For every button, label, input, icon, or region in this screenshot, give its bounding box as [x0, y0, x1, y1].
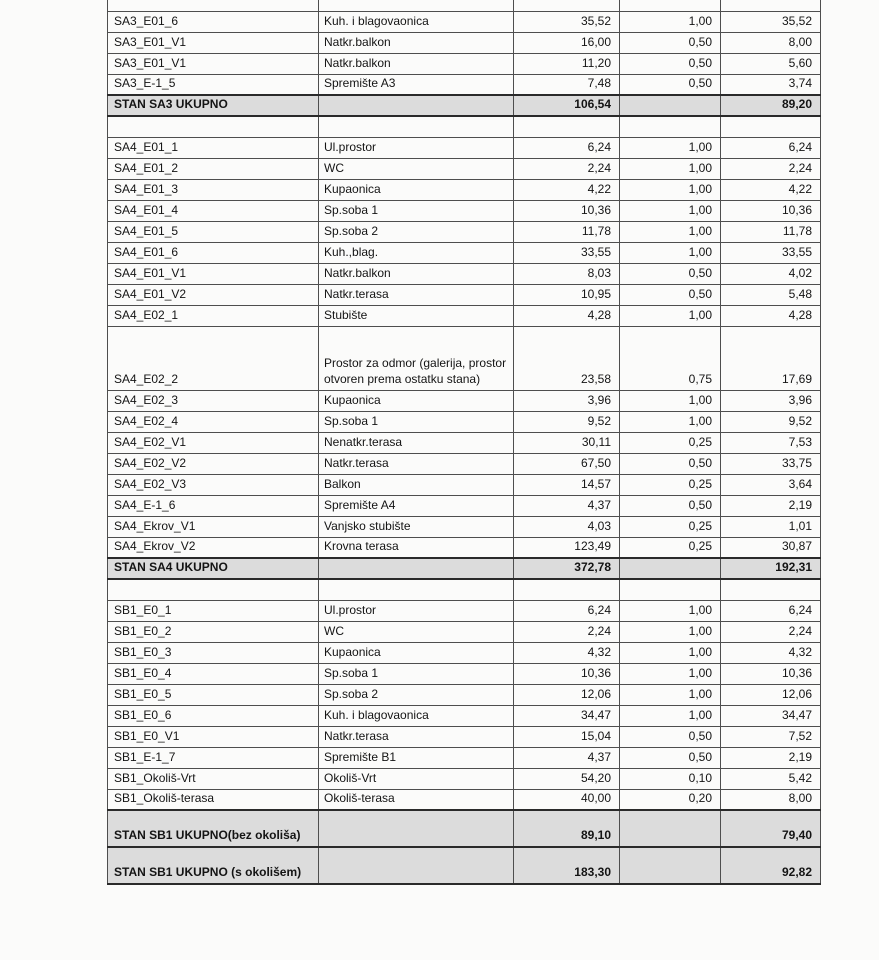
empty-cell — [721, 579, 821, 600]
partial-cutoff-row — [108, 0, 821, 11]
coefficient-cell: 1,00 — [620, 158, 721, 179]
area-cell: 35,52 — [514, 11, 620, 32]
code-cell: SA4_E02_4 — [108, 411, 319, 432]
reduced-area-cell: 5,42 — [721, 768, 821, 789]
total-label-cell: STAN SA3 UKUPNO — [108, 95, 319, 116]
table-row — [108, 390, 821, 411]
empty-cell — [514, 0, 620, 11]
description-cell: Spremište A3 — [319, 74, 514, 95]
total-row — [108, 810, 821, 847]
code-cell: SB1_E0_2 — [108, 621, 319, 642]
coefficient-cell: 0,25 — [620, 516, 721, 537]
reduced-area-cell: 3,96 — [721, 390, 821, 411]
description-cell: Natkr.balkon — [319, 32, 514, 53]
coefficient-cell: 0,50 — [620, 32, 721, 53]
description-cell: Natkr.balkon — [319, 53, 514, 74]
table-row — [108, 221, 821, 242]
description-cell: Kupaonica — [319, 179, 514, 200]
reduced-area-cell: 35,52 — [721, 11, 821, 32]
reduced-area-cell: 1,01 — [721, 516, 821, 537]
coefficient-cell — [620, 95, 721, 116]
total-row — [108, 95, 821, 116]
area-cell: 4,03 — [514, 516, 620, 537]
area-cell: 6,24 — [514, 137, 620, 158]
code-cell: SA4_E02_1 — [108, 305, 319, 326]
area-cell: 11,78 — [514, 221, 620, 242]
code-cell: SA4_E01_V2 — [108, 284, 319, 305]
description-cell: Balkon — [319, 474, 514, 495]
empty-cell — [620, 116, 721, 137]
table-row — [108, 179, 821, 200]
empty-cell — [514, 116, 620, 137]
empty-cell — [319, 116, 514, 137]
area-cell: 372,78 — [514, 558, 620, 579]
description-cell: Kuh. i blagovaonica — [319, 11, 514, 32]
area-cell: 11,20 — [514, 53, 620, 74]
description-cell: Okoliš-terasa — [319, 789, 514, 810]
code-cell: SA4_Ekrov_V1 — [108, 516, 319, 537]
code-cell: SA4_E01_V1 — [108, 263, 319, 284]
code-cell: SA4_E-1_6 — [108, 495, 319, 516]
table-row — [108, 53, 821, 74]
total-label-cell: STAN SA4 UKUPNO — [108, 558, 319, 579]
empty-cell — [108, 579, 319, 600]
reduced-area-cell: 17,69 — [721, 326, 821, 390]
description-cell — [319, 558, 514, 579]
coefficient-cell: 0,50 — [620, 495, 721, 516]
area-cell: 6,24 — [514, 600, 620, 621]
reduced-area-cell: 4,28 — [721, 305, 821, 326]
description-cell: Natkr.terasa — [319, 284, 514, 305]
reduced-area-cell: 33,75 — [721, 453, 821, 474]
code-cell: SB1_Okoliš-Vrt — [108, 768, 319, 789]
description-cell: Spremište B1 — [319, 747, 514, 768]
area-cell: 4,32 — [514, 642, 620, 663]
coefficient-cell: 0,50 — [620, 284, 721, 305]
code-cell: SB1_E0_1 — [108, 600, 319, 621]
coefficient-cell: 0,50 — [620, 747, 721, 768]
description-cell: Okoliš-Vrt — [319, 768, 514, 789]
empty-cell — [319, 0, 514, 11]
coefficient-cell: 0,75 — [620, 326, 721, 390]
table-row — [108, 242, 821, 263]
code-cell: SA4_E02_V1 — [108, 432, 319, 453]
area-cell: 9,52 — [514, 411, 620, 432]
code-cell: SA4_E01_6 — [108, 242, 319, 263]
reduced-area-cell: 2,19 — [721, 495, 821, 516]
area-cell: 123,49 — [514, 537, 620, 558]
coefficient-cell: 1,00 — [620, 663, 721, 684]
area-cell: 14,57 — [514, 474, 620, 495]
code-cell: SA4_E01_3 — [108, 179, 319, 200]
area-cell: 12,06 — [514, 684, 620, 705]
area-cell: 15,04 — [514, 726, 620, 747]
reduced-area-cell: 8,00 — [721, 32, 821, 53]
reduced-area-cell: 4,22 — [721, 179, 821, 200]
reduced-area-cell: 5,60 — [721, 53, 821, 74]
coefficient-cell: 0,20 — [620, 789, 721, 810]
area-cell: 33,55 — [514, 242, 620, 263]
coefficient-cell: 1,00 — [620, 705, 721, 726]
description-cell: Ul.prostor — [319, 600, 514, 621]
empty-cell — [620, 0, 721, 11]
coefficient-cell: 0,50 — [620, 453, 721, 474]
table-row — [108, 411, 821, 432]
coefficient-cell: 0,10 — [620, 768, 721, 789]
empty-cell — [514, 579, 620, 600]
description-cell: Kuh. i blagovaonica — [319, 705, 514, 726]
reduced-area-cell: 192,31 — [721, 558, 821, 579]
reduced-area-cell: 3,64 — [721, 474, 821, 495]
area-cell: 183,30 — [514, 847, 620, 884]
description-cell: Ul.prostor — [319, 137, 514, 158]
reduced-area-cell: 33,55 — [721, 242, 821, 263]
table-row — [108, 516, 821, 537]
code-cell: SB1_E0_3 — [108, 642, 319, 663]
table-row — [108, 284, 821, 305]
code-cell: SA3_E01_6 — [108, 11, 319, 32]
description-cell: Nenatkr.terasa — [319, 432, 514, 453]
table-row — [108, 474, 821, 495]
description-cell: Natkr.terasa — [319, 453, 514, 474]
empty-cell — [721, 116, 821, 137]
area-cell: 4,28 — [514, 305, 620, 326]
table-row — [108, 684, 821, 705]
description-cell: Kupaonica — [319, 390, 514, 411]
empty-cell — [108, 116, 319, 137]
reduced-area-cell: 8,00 — [721, 789, 821, 810]
code-cell: SA4_E02_V2 — [108, 453, 319, 474]
area-cell: 67,50 — [514, 453, 620, 474]
area-cell: 16,00 — [514, 32, 620, 53]
code-cell: SB1_E0_6 — [108, 705, 319, 726]
coefficient-cell: 0,50 — [620, 263, 721, 284]
reduced-area-cell: 89,20 — [721, 95, 821, 116]
area-cell: 10,95 — [514, 284, 620, 305]
area-cell: 106,54 — [514, 95, 620, 116]
coefficient-cell: 1,00 — [620, 11, 721, 32]
coefficient-cell: 0,50 — [620, 74, 721, 95]
area-cell: 10,36 — [514, 200, 620, 221]
coefficient-cell: 1,00 — [620, 684, 721, 705]
table-row — [108, 495, 821, 516]
coefficient-cell: 1,00 — [620, 600, 721, 621]
code-cell: SA4_E01_5 — [108, 221, 319, 242]
description-cell — [319, 810, 514, 847]
reduced-area-cell: 3,74 — [721, 74, 821, 95]
table-row — [108, 642, 821, 663]
code-cell: SA4_E02_2 — [108, 326, 319, 390]
table-row — [108, 768, 821, 789]
reduced-area-cell: 2,24 — [721, 158, 821, 179]
reduced-area-cell: 2,19 — [721, 747, 821, 768]
reduced-area-cell: 30,87 — [721, 537, 821, 558]
table-row — [108, 326, 821, 390]
description-cell: Natkr.balkon — [319, 263, 514, 284]
reduced-area-cell: 6,24 — [721, 600, 821, 621]
description-cell: WC — [319, 621, 514, 642]
coefficient-cell: 1,00 — [620, 305, 721, 326]
reduced-area-cell: 79,40 — [721, 810, 821, 847]
area-cell: 34,47 — [514, 705, 620, 726]
code-cell: SA3_E01_V1 — [108, 32, 319, 53]
coefficient-cell: 1,00 — [620, 642, 721, 663]
code-cell: SB1_E0_V1 — [108, 726, 319, 747]
area-cell: 23,58 — [514, 326, 620, 390]
table-row — [108, 789, 821, 810]
area-cell: 8,03 — [514, 263, 620, 284]
code-cell: SA3_E01_V1 — [108, 53, 319, 74]
table-row — [108, 432, 821, 453]
area-cell: 2,24 — [514, 158, 620, 179]
area-cell: 10,36 — [514, 663, 620, 684]
reduced-area-cell: 12,06 — [721, 684, 821, 705]
description-cell: Spremište A4 — [319, 495, 514, 516]
description-cell: Sp.soba 1 — [319, 411, 514, 432]
code-cell: SA4_E02_3 — [108, 390, 319, 411]
area-cell: 4,22 — [514, 179, 620, 200]
description-cell: Sp.soba 1 — [319, 200, 514, 221]
area-cell: 4,37 — [514, 495, 620, 516]
coefficient-cell: 0,25 — [620, 432, 721, 453]
coefficient-cell: 1,00 — [620, 200, 721, 221]
reduced-area-cell: 9,52 — [721, 411, 821, 432]
area-calculation-table — [107, 0, 821, 885]
coefficient-cell: 1,00 — [620, 137, 721, 158]
area-cell: 40,00 — [514, 789, 620, 810]
table-row — [108, 705, 821, 726]
total-row — [108, 847, 821, 884]
code-cell: SB1_E0_4 — [108, 663, 319, 684]
table-row — [108, 263, 821, 284]
area-cell: 3,96 — [514, 390, 620, 411]
code-cell: SA4_E02_V3 — [108, 474, 319, 495]
description-cell: Vanjsko stubište — [319, 516, 514, 537]
code-cell: SA4_E01_2 — [108, 158, 319, 179]
coefficient-cell: 1,00 — [620, 390, 721, 411]
description-cell: Natkr.terasa — [319, 726, 514, 747]
reduced-area-cell: 34,47 — [721, 705, 821, 726]
spacer-row — [108, 579, 821, 600]
reduced-area-cell: 6,24 — [721, 137, 821, 158]
area-cell: 89,10 — [514, 810, 620, 847]
total-label-cell: STAN SB1 UKUPNO (s okolišem) — [108, 847, 319, 884]
reduced-area-cell: 92,82 — [721, 847, 821, 884]
table-row — [108, 200, 821, 221]
description-cell — [319, 847, 514, 884]
reduced-area-cell: 5,48 — [721, 284, 821, 305]
empty-cell — [319, 579, 514, 600]
reduced-area-cell: 7,53 — [721, 432, 821, 453]
reduced-area-cell: 4,02 — [721, 263, 821, 284]
code-cell: SB1_E0_5 — [108, 684, 319, 705]
coefficient-cell — [620, 558, 721, 579]
table-row — [108, 32, 821, 53]
code-cell: SA4_Ekrov_V2 — [108, 537, 319, 558]
reduced-area-cell: 10,36 — [721, 200, 821, 221]
coefficient-cell: 1,00 — [620, 179, 721, 200]
table-row — [108, 305, 821, 326]
table-row — [108, 537, 821, 558]
empty-cell — [620, 579, 721, 600]
table-row — [108, 74, 821, 95]
coefficient-cell — [620, 810, 721, 847]
code-cell: SA4_E01_1 — [108, 137, 319, 158]
code-cell: SA3_E-1_5 — [108, 74, 319, 95]
description-cell: Sp.soba 1 — [319, 663, 514, 684]
description-cell: Sp.soba 2 — [319, 221, 514, 242]
coefficient-cell: 0,50 — [620, 726, 721, 747]
coefficient-cell: 0,50 — [620, 53, 721, 74]
description-cell: Kupaonica — [319, 642, 514, 663]
table-row — [108, 453, 821, 474]
coefficient-cell: 0,25 — [620, 474, 721, 495]
coefficient-cell — [620, 847, 721, 884]
reduced-area-cell: 2,24 — [721, 621, 821, 642]
table-row — [108, 137, 821, 158]
code-cell: SA4_E01_4 — [108, 200, 319, 221]
table-row — [108, 11, 821, 32]
description-cell: Stubište — [319, 305, 514, 326]
reduced-area-cell: 11,78 — [721, 221, 821, 242]
spacer-row — [108, 116, 821, 137]
coefficient-cell: 1,00 — [620, 411, 721, 432]
table-row — [108, 663, 821, 684]
total-row — [108, 558, 821, 579]
code-cell: SB1_E-1_7 — [108, 747, 319, 768]
table-row — [108, 158, 821, 179]
area-cell: 4,37 — [514, 747, 620, 768]
coefficient-cell: 1,00 — [620, 621, 721, 642]
coefficient-cell: 1,00 — [620, 242, 721, 263]
reduced-area-cell: 10,36 — [721, 663, 821, 684]
area-cell: 2,24 — [514, 621, 620, 642]
description-cell: Sp.soba 2 — [319, 684, 514, 705]
total-label-cell: STAN SB1 UKUPNO(bez okoliša) — [108, 810, 319, 847]
reduced-area-cell: 4,32 — [721, 642, 821, 663]
code-cell: SB1_Okoliš-terasa — [108, 789, 319, 810]
description-cell: Kuh.,blag. — [319, 242, 514, 263]
table-row — [108, 747, 821, 768]
coefficient-cell: 1,00 — [620, 221, 721, 242]
area-cell: 54,20 — [514, 768, 620, 789]
description-cell: WC — [319, 158, 514, 179]
reduced-area-cell: 7,52 — [721, 726, 821, 747]
coefficient-cell: 0,25 — [620, 537, 721, 558]
empty-cell — [721, 0, 821, 11]
table-row — [108, 600, 821, 621]
table-row — [108, 621, 821, 642]
area-cell: 7,48 — [514, 74, 620, 95]
description-cell — [319, 95, 514, 116]
empty-cell — [108, 0, 319, 11]
description-cell: Prostor za odmor (galerija, prostor otvoren prema ostatku stana) — [319, 326, 514, 390]
table-row — [108, 726, 821, 747]
description-cell: Krovna terasa — [319, 537, 514, 558]
area-cell: 30,11 — [514, 432, 620, 453]
